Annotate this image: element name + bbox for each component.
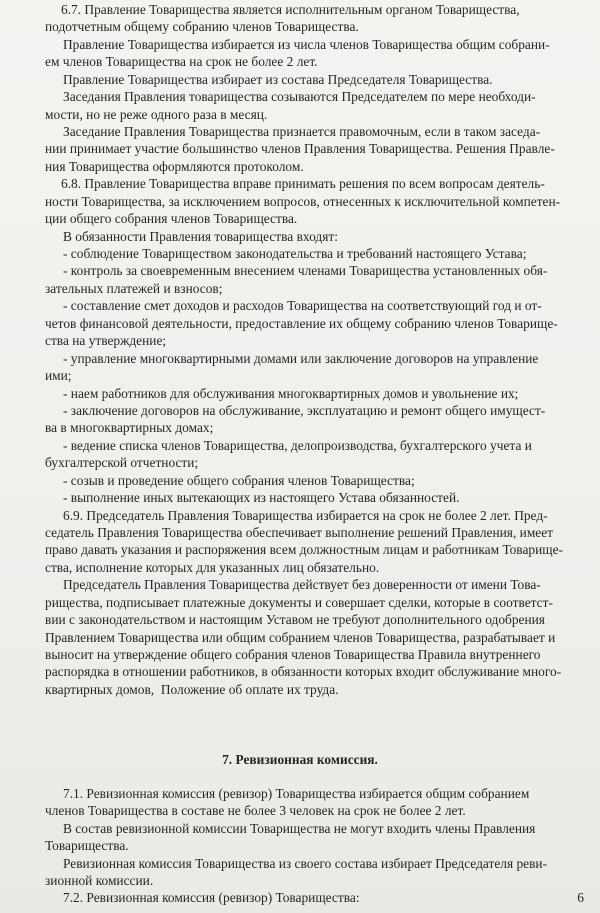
text-line: - заключение договоров на обслуживание, эксплуатацию и ремонт общего имущест- <box>63 403 546 418</box>
text-line: ции общего собрания членов Товарищества. <box>45 211 298 226</box>
text-line: право давать указания и распоряжения всем должностным лицам и работникам Товарище- <box>45 542 563 557</box>
text-line: ими; <box>45 368 72 383</box>
text-line: ва в многоквартирных домах; <box>45 420 214 435</box>
text-line: В состав ревизионной комиссии Товарищества не могут входить члены Правления <box>63 821 536 836</box>
text-line: Ревизионная комиссия Товарищества из своего состава избирает Председателя реви- <box>63 856 548 871</box>
text-line: - соблюдение Товариществом законодательства и требований настоящего Устава; <box>63 246 527 261</box>
section-heading: 7. Ревизионная комиссия. <box>222 752 378 767</box>
text-line: ства, исполнение которых для указанных лиц обязательно. <box>45 560 380 575</box>
text-line: зательных платежей и взносов; <box>45 281 223 296</box>
text-line: - контроль за своевременным внесением членами Товарищества установленных обя- <box>63 263 548 278</box>
text-line: вии с законодательством и настоящим Уставом не требуют дополнительного одобрения <box>45 612 545 627</box>
text-line: ности Товарищества, за исключением вопросов, отнесенных к исключительной компетен- <box>45 194 561 209</box>
page-number: 6 <box>577 890 584 905</box>
text-line: - составление смет доходов и расходов Товарищества на соответствующий год и от- <box>63 298 542 313</box>
text-line: 6.7. Правление Товарищества является исполнительным органом Товарищества, <box>61 2 520 17</box>
text-line: - созыв и проведение общего собрания членов Товарищества; <box>63 473 415 488</box>
text-line: распорядка в отношении работников, в обязанности которых входит обслуживание много- <box>45 664 562 679</box>
text-line: В обязанности Правления товарищества входят: <box>63 229 338 244</box>
text-line: 7.2. Ревизионная комиссия (ревизор) Товарищества: <box>63 890 360 905</box>
text-line: Заседания Правления товарищества созываются Председателем по мере необходи- <box>63 89 536 104</box>
text-line: ем членов Товарищества на срок не более 2 лет. <box>45 54 318 69</box>
text-line: Правление Товарищества избирает из состава Председателя Товарищества. <box>63 72 493 87</box>
text-line: седатель Правления Товарищества обеспечивает выполнение решений Правления, имеет <box>45 525 554 540</box>
text-line: зионной комиссии. <box>45 873 154 888</box>
text-line: рищества, подписывает платежные документы и совершает сделки, которые в соответст- <box>45 595 553 610</box>
text-line: подотчетным общему собранию членов Товарищества. <box>45 19 359 34</box>
text-line: ния Товарищества оформляются протоколом. <box>45 159 304 174</box>
text-line: выносит на утверждение общего собрания членов Товарищества Правила внутреннего <box>45 647 541 662</box>
text-line: Правлением Товарищества или общим собранием членов Товарищества, разрабатывает и <box>45 630 556 645</box>
text-line: четов финансовой деятельности, предоставление их общему собранию членов Товарище- <box>45 316 558 331</box>
text-line: - ведение списка членов Товарищества, делопроизводства, бухгалтерского учета и <box>63 438 532 453</box>
text-line: Правление Товарищества избирается из числа членов Товарищества общим собрани- <box>63 37 550 52</box>
text-line: нии принимает участие большинство членов Правления Товарищества. Решения Правле- <box>45 141 555 156</box>
text-line: Заседание Правления Товарищества признается правомочным, если в таком заседа- <box>63 124 541 139</box>
text-line: мости, но не реже одного раза в месяц. <box>45 107 268 122</box>
text-line: - управление многоквартирными домами или заключение договоров на управление <box>63 351 539 366</box>
text-line: членов Товарищества в составе не более 3 человек на срок не более 2 лет. <box>45 803 466 818</box>
text-line: 6.9. Председатель Правления Товарищества избирается на срок не более 2 лет. Пред- <box>63 508 548 523</box>
text-line: - наем работников для обслуживания многоквартирных домов и увольнение их; <box>63 386 519 401</box>
text-line: Председатель Правления Товарищества действует без доверенности от имени Това- <box>63 577 541 592</box>
text-line: Товарищества. <box>45 838 129 853</box>
text-line: ства на утверждение; <box>45 333 167 348</box>
text-line: бухгалтерской отчетности; <box>45 455 199 470</box>
text-line: квартирных домов, Положение об оплате их труда. <box>45 682 339 697</box>
text-line: 7.1. Ревизионная комиссия (ревизор) Товарищества избирается общим собранием <box>63 786 530 801</box>
text-line: - выполнение иных вытекающих из настоящего Устава обязанностей. <box>63 490 460 505</box>
text-line: 6.8. Правление Товарищества вправе принимать решения по всем вопросам деятель- <box>61 176 545 191</box>
